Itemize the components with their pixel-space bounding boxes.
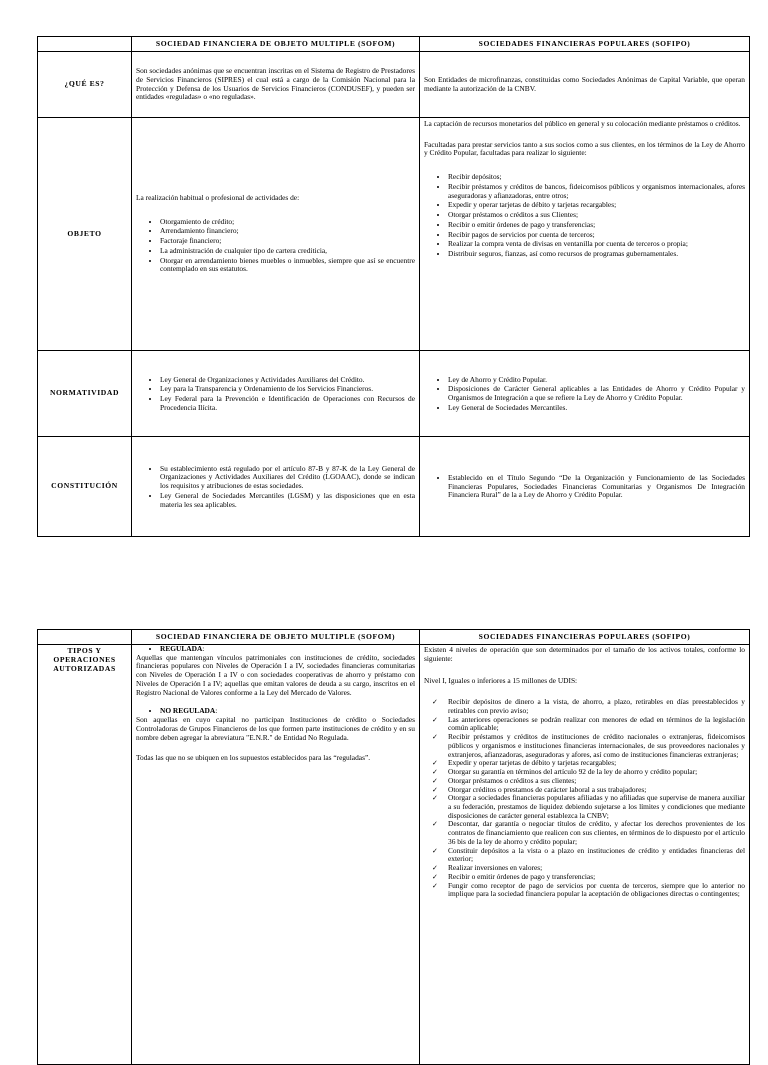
list-item: • Recibir pagos de servicios por cuenta de terceros; — [448, 230, 745, 240]
constitucion-sofom-list — [136, 464, 415, 510]
objeto-sofom — [132, 118, 420, 351]
row-normatividad — [38, 351, 750, 437]
list-item: • Recibir depósitos; — [448, 172, 745, 182]
list-item: • Otorgar préstamos o créditos a sus Clientes; — [448, 210, 745, 220]
objeto-sofipo-list — [424, 172, 745, 259]
list-item: • Ley General de Organizaciones y Actividades Auxiliares del Crédito. — [160, 375, 415, 385]
reguladas-title: REGULADA — [160, 644, 203, 653]
tipos-sofipo — [420, 645, 750, 1065]
header-sofipo: SOCIEDADES FINANCIERAS POPULARES (SOFIPO) — [420, 37, 750, 52]
row-label-constitucion: CONSTITUCIÓN — [38, 437, 132, 537]
normatividad-sofom — [132, 351, 420, 437]
list-item: • Arrendamiento financiero; — [160, 226, 415, 236]
header-sofom: SOCIEDAD FINANCIERA DE OBJETO MULTIPLE (SOFOM) — [132, 630, 420, 645]
list-item: • Ley de Ahorro y Crédito Popular. — [448, 375, 745, 385]
row-que-es — [38, 52, 750, 118]
normatividad-sofipo-list — [424, 375, 745, 413]
list-item: • Ley General de Sociedades Mercantiles. — [448, 403, 745, 413]
constitucion-sofom — [132, 437, 420, 537]
row-constitucion — [38, 437, 750, 537]
header-blank-cell — [38, 630, 132, 645]
list-item: ✓ Expedir y operar tarjetas de débito y tarjetas recargables; — [448, 759, 745, 768]
list-item: ✓ Recibir depósitos de dinero a la vista, de ahorro, a plazo, retirables en días preestablecidos y retirables con previo aviso; — [448, 698, 745, 715]
no-reguladas-colon: : — [215, 706, 218, 716]
sofipo-nivel: Nivel I, Iguales o inferiores a 15 millones de UDIS: — [424, 676, 578, 686]
comparison-table-2 — [37, 629, 750, 1065]
que-es-sofom — [132, 52, 420, 118]
list-item: • Factoraje financiero; — [160, 236, 415, 246]
list-item: • La administración de cualquier tipo de cartera crediticia, — [160, 246, 415, 256]
normatividad-sofom-list — [136, 375, 415, 413]
constitucion-sofipo — [420, 437, 750, 537]
que-es-sofipo — [420, 52, 750, 118]
list-item: ✓ Fungir como receptor de pago de servicios por cuenta de terceros, siempre que lo anterior no implique para la sociedad financiera popular la aceptación de obligaciones directas o contingentes; — [448, 882, 745, 899]
sofipo-intro: Existen 4 niveles de operación que son determinados por el tamaño de los activos totales, conforme lo siguiente: — [424, 645, 745, 663]
objeto-sofom-list — [136, 217, 415, 274]
row-label-normatividad: NORMATIVIDAD — [38, 351, 132, 437]
header-row — [38, 37, 750, 52]
comparison-table-1 — [37, 36, 750, 537]
list-item: ✓ Otorgar a sociedades financieras populares afiliadas y no afiliadas que supervise de manera auxiliar a su federación, prestamos de liquidez debiendo sujetarse a los límites y condiciones que mediante disposiciones de carácter general establezca la CNBV; — [448, 794, 745, 820]
que-es-sofom-text: Son sociedades anónimas que se encuentran inscritas en el Sistema de Registro de Prestadores de Servicios Financieros (SIPRES) el cual está a cargo de la Comisión Nacional para la Protección y Defensa de los Usuarios de Servicios Financieros (CONDUSEF), y pueden ser entidades «reguladas» o «no reguladas». — [136, 66, 415, 102]
constitucion-sofipo-list — [424, 473, 745, 500]
no-reguladas-title: NO REGULADA — [160, 706, 216, 716]
row-label-que-es: ¿QUÉ ES? — [38, 52, 132, 118]
list-item: ✓ Otorgar préstamos o créditos a sus clientes; — [448, 777, 745, 786]
list-item: • Su establecimiento está regulado por el artículo 87-B y 87-K de la Ley General de Organizaciones y Actividades Auxiliares del Crédito (LGOAAC), donde se indican los requisitos y atribuciones de estas sociedades. — [160, 464, 415, 491]
header-sofipo: SOCIEDADES FINANCIERAS POPULARES (SOFIPO) — [420, 630, 750, 645]
list-item: • Recibir préstamos y créditos de bancos, fideicomisos públicos y organismos internacionales, afores aseguradoras y afianzadoras, entre otros; — [448, 182, 745, 200]
header-blank-cell — [38, 37, 132, 52]
que-es-sofipo-text: Son Entidades de microfinanzas, constituidas como Sociedades Anónimas de Capital Variable, que operan mediante la autorización de la CNBV. — [424, 74, 745, 93]
row-objeto — [38, 118, 750, 351]
list-item: ✓ Las anteriores operaciones se podrán realizar con menores de edad en términos de la legislación común aplicable; — [448, 716, 745, 733]
list-item: • Otorgar en arrendamiento bienes muebles o inmuebles, siempre que así se encuentre contemplado en sus estatutos. — [160, 256, 415, 274]
reguladas-colon: : — [202, 644, 205, 653]
list-item: ✓ Recibir préstamos y créditos de instituciones de crédito nacionales o extranjeras, fideicomisos públicos y organismos e instituciones financieras internacionales, de sus proveedores nacionales y extranjeros, afianzadoras, aseguradoras y afores, así como de instituciones financieras extranjeras; — [448, 733, 745, 759]
list-item: ✓ Descontar, dar garantía o negociar títulos de crédito, y afectar los derechos provenientes de los contratos de financiamiento que realicen con sus clientes, en términos de lo dispuesto por el artículo 36 bis de la ley de ahorro y crédito popular; — [448, 820, 745, 846]
list-item: • Ley Federal para la Prevención e Identificación de Operaciones con Recursos de Procedencia Ilícita. — [160, 394, 415, 412]
reguladas-text: Aquellas que mantengan vínculos patrimoniales con instituciones de crédito, sociedades financieras populares con Niveles de Operación I a IV, sociedades financieras comunitarias con Niveles de Operación I a IV o con sociedades cooperativas de ahorro y préstamo con Niveles de Operación I a IV; aquellas que emitan valores de deuda a su cargo, inscritos en el Registro Nacional de Valores conforme a la Ley del Mercado de Valores. — [136, 652, 415, 697]
tipos-sofom — [132, 645, 420, 1065]
row-label-tipos: TIPOS Y OPERACIONES AUTORIZADAS — [38, 645, 132, 1065]
objeto-sofipo-p2: Facultadas para prestar servicios tanto a sus socios como a sus clientes, en los términos de la Ley de Ahorro y Crédito Popular, facultadas para realizar lo siguiente: — [424, 139, 745, 158]
objeto-sofipo-p1: La captación de recursos monetarios del público en general y su colocación mediante préstamos o créditos. — [424, 119, 741, 128]
sofipo-checklist — [424, 698, 745, 899]
list-item: ✓ Otorgar su garantía en términos del artículo 92 de la ley de ahorro y crédito popular; — [448, 768, 745, 777]
list-item: • Ley General de Sociedades Mercantiles (LGSM) y las disposiciones que en esta materia les sea aplicables. — [160, 491, 415, 509]
todas-text: Todas las que no se ubiquen en los supuestos establecidos para las “reguladas”. — [136, 753, 371, 763]
list-item: • Distribuir seguros, fianzas, así como recursos de programas gubernamentales. — [448, 249, 745, 259]
row-label-objeto: OBJETO — [38, 118, 132, 351]
list-item: ✓ Recibir o emitir órdenes de pago y transferencias; — [448, 873, 745, 882]
list-item: • Disposiciones de Carácter General aplicables a las Entidades de Ahorro y Crédito Popular y Organismos de Integración a que se refiere la Ley de Ahorro y Crédito Popular. — [448, 384, 745, 402]
objeto-sofom-intro: La realización habitual o profesional de actividades de: — [136, 192, 300, 202]
list-item: • Realizar la compra venta de divisas en ventanilla por cuenta de terceros o propia; — [448, 239, 745, 249]
row-tipos — [38, 645, 750, 1065]
list-item: • Expedir y operar tarjetas de débito y tarjetas recargables; — [448, 200, 745, 210]
list-item: ✓ Otorgar créditos o prestamos de carácter laboral a sus trabajadores; — [448, 786, 745, 795]
objeto-sofipo — [420, 118, 750, 351]
list-item: • Establecido en el Título Segundo “De la Organización y Funcionamiento de las Sociedades Financieras Populares, Sociedades Financieras Comunitarias y Organismos De Integración Financiera Rural” de la a Ley de Ahorro y Crédito Popular. — [448, 473, 745, 500]
header-sofom: SOCIEDAD FINANCIERA DE OBJETO MULTIPLE (SOFOM) — [132, 37, 420, 52]
header-row — [38, 630, 750, 645]
no-reguladas-text: Son aquellas en cuyo capital no participan Instituciones de crédito o Sociedades Controladoras de Grupos Financieros de los que formen parte instituciones de crédito y en su nombre deben agregar la abreviatura "E.N.R." de Entidad No Regulada. — [136, 715, 415, 742]
list-item: • Ley para la Transparencia y Ordenamiento de los Servicios Financieros. — [160, 384, 415, 394]
normatividad-sofipo — [420, 351, 750, 437]
list-item: • Otorgamiento de crédito; — [160, 217, 415, 227]
list-item: • Recibir o emitir órdenes de pago y transferencias; — [448, 220, 745, 230]
list-item: ✓ Constituir depósitos a la vista o a plazo en instituciones de crédito y entidades financieras del exterior; — [448, 847, 745, 864]
list-item: ✓ Realizar inversiones en valores; — [448, 864, 745, 873]
